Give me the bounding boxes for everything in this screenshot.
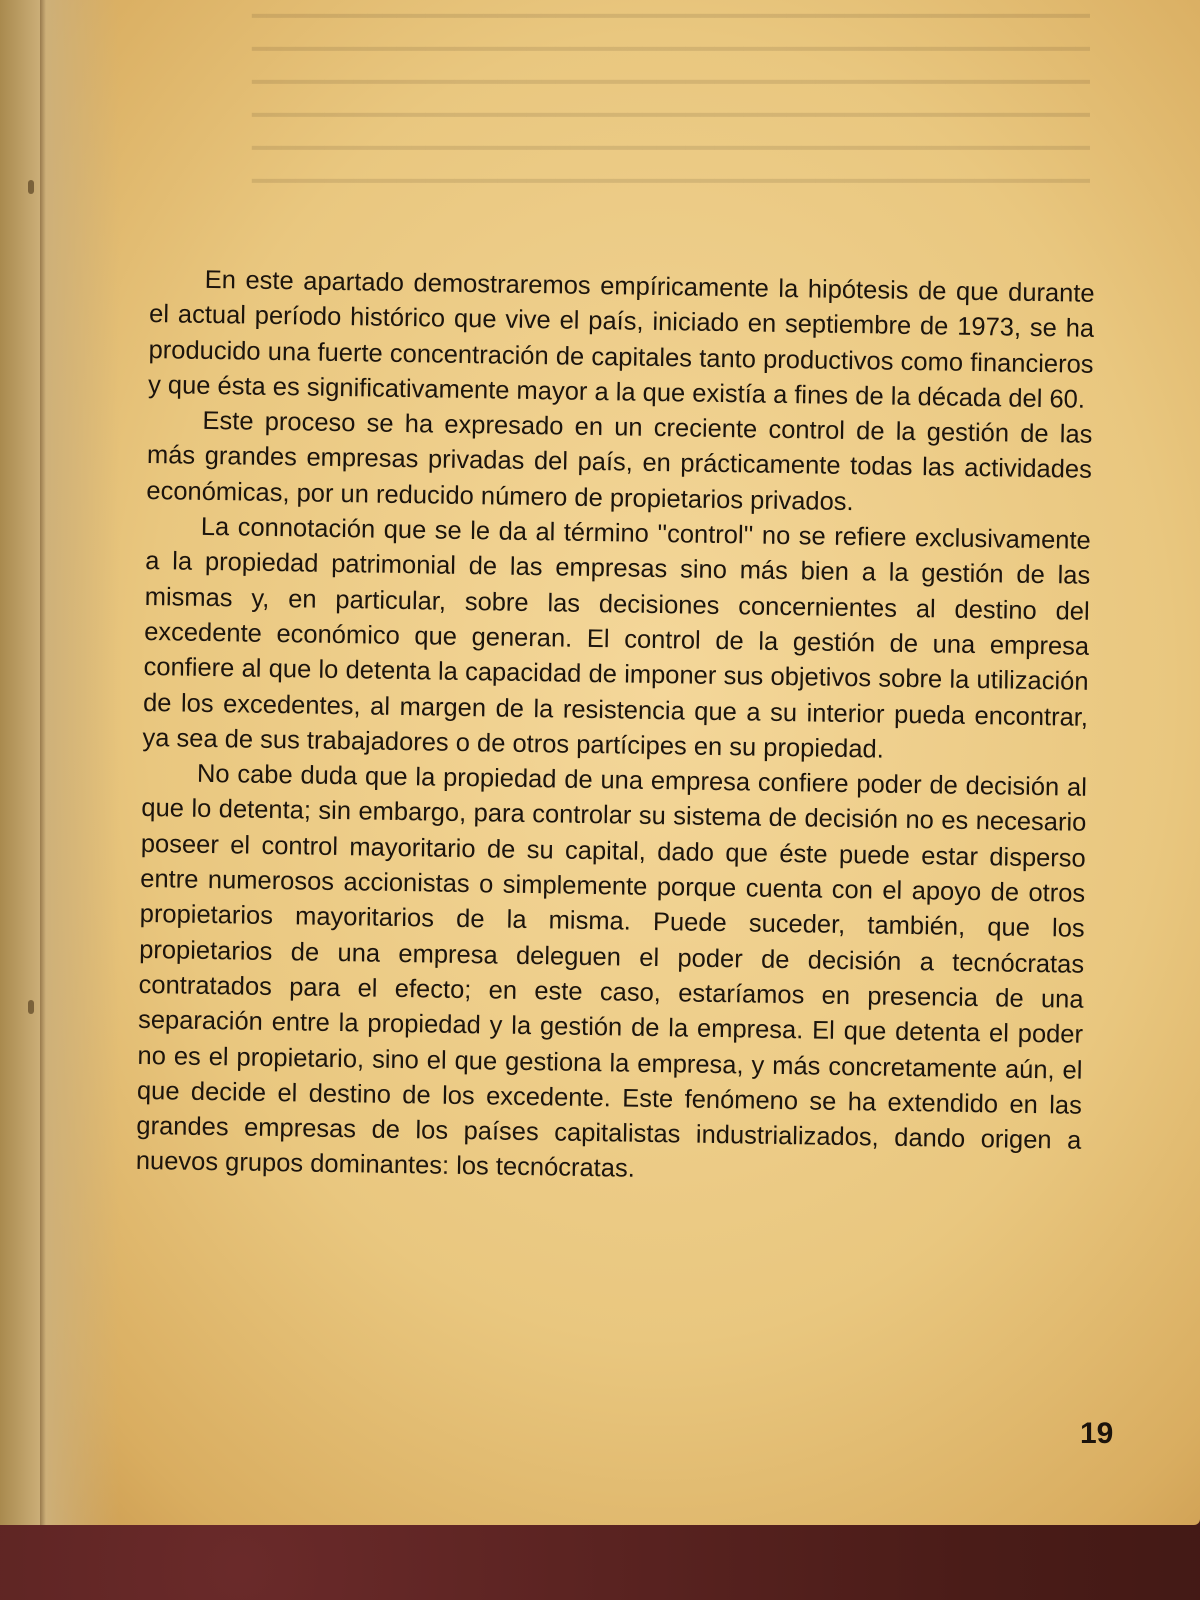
paragraph: No cabe duda que la propiedad de una empresa confiere poder de decisión al que lo detenta; sin embargo, para controlar su sistema de decisión no es necesario poseer el control mayoritario de su capital, dado que éste puede estar disperso entre numerosos accionistas o simplemente porque cuenta con el apoyo de otros propietarios mayoritarios de la misma. Puede suceder, también, que los propietarios de una empresa deleguen el poder de decisión a tecnócratas contratados para el efecto; en este caso, estaríamos en presencia de una separación entre la propiedad y la gestión de la empresa. El que detenta el poder no es el propietario, sino el que gestiona la empresa, y más concretamente aún, el que decide el destino de los excedente. Este fenómeno se ha extendido en las grandes empresas de los países capitalistas industrializados, dando origen a nuevos grupos dominantes: los tecnócratas. [135, 759, 1088, 1184]
spine-shadow [0, 0, 120, 1525]
paragraph: La connotación que se le da al término ''control'' no se refiere exclusivamente a la propiedad patrimonial de las empresas sino más bien a la gestión de las mismas y, en particular, sobre las decisiones concernientes al destino del excedente económico que generan. El control de la gestión de una empresa confiere al que lo detenta la capacidad de imponer sus objetivos sobre la utilización de los excedentes, al margen de la resistencia que a su interior pueda encontrar, ya sea de sus trabajadores o de otros partícipes en su propiedad. [142, 512, 1091, 764]
page-number: 19 [1080, 1417, 1114, 1450]
page-mark [28, 180, 34, 194]
paragraph: Este proceso se ha expresado en un creciente control de la gestión de las más grandes empresas privadas del país, en prácticamente todas las actividades económicas, por un reducido número de propietarios privados. [146, 407, 1093, 516]
show-through-text: ━━━━━━━━━━━━━━━━━━━━━━━━━━━━━━━━━━━━━━━━━━━━━━━━━━━━━━━━━━ ━━━━━━━━━━━━━━━━━━━━━━━━━━━━━━━━━━━━━━━━━━━━━━━━━━━━━━━━━━ ━━━━━━━━━━━━━━━━━━━━━━━━━━━━━━━━━━━━━━━━━━━━━━━━━━━━━━━━━━ ━━━━━━━━━━━━━━━━━━━━━━━━━━━━━━━━━━━━━━━━━━━━━━━━━━━━━━━━━━ ━━━━━━━━━━━━━━━━━━━━━━━━━━━━━━━━━━━━━━━━━━━━━━━━━━━━━━━━━━ ━━━━━━━━━━━━━━━━━━━━━━━━━━━━━━━━━━━━━━━━━━━━━━━━━━━━━━━━━━ [251, 3, 1090, 195]
paragraph: En este apartado demostraremos empíricamente la hipótesis de que durante el actual período histórico que vive el país, iniciado en septiembre de 1973, se ha producido una fuerte concentración de capitales tanto productivos como financieros y que ésta es significativamente mayor a la que existía a fines de la década del 60. [147, 265, 1095, 414]
page-mark [28, 1000, 34, 1014]
body-text [136, 262, 1095, 1194]
page-edge [40, 0, 46, 1525]
